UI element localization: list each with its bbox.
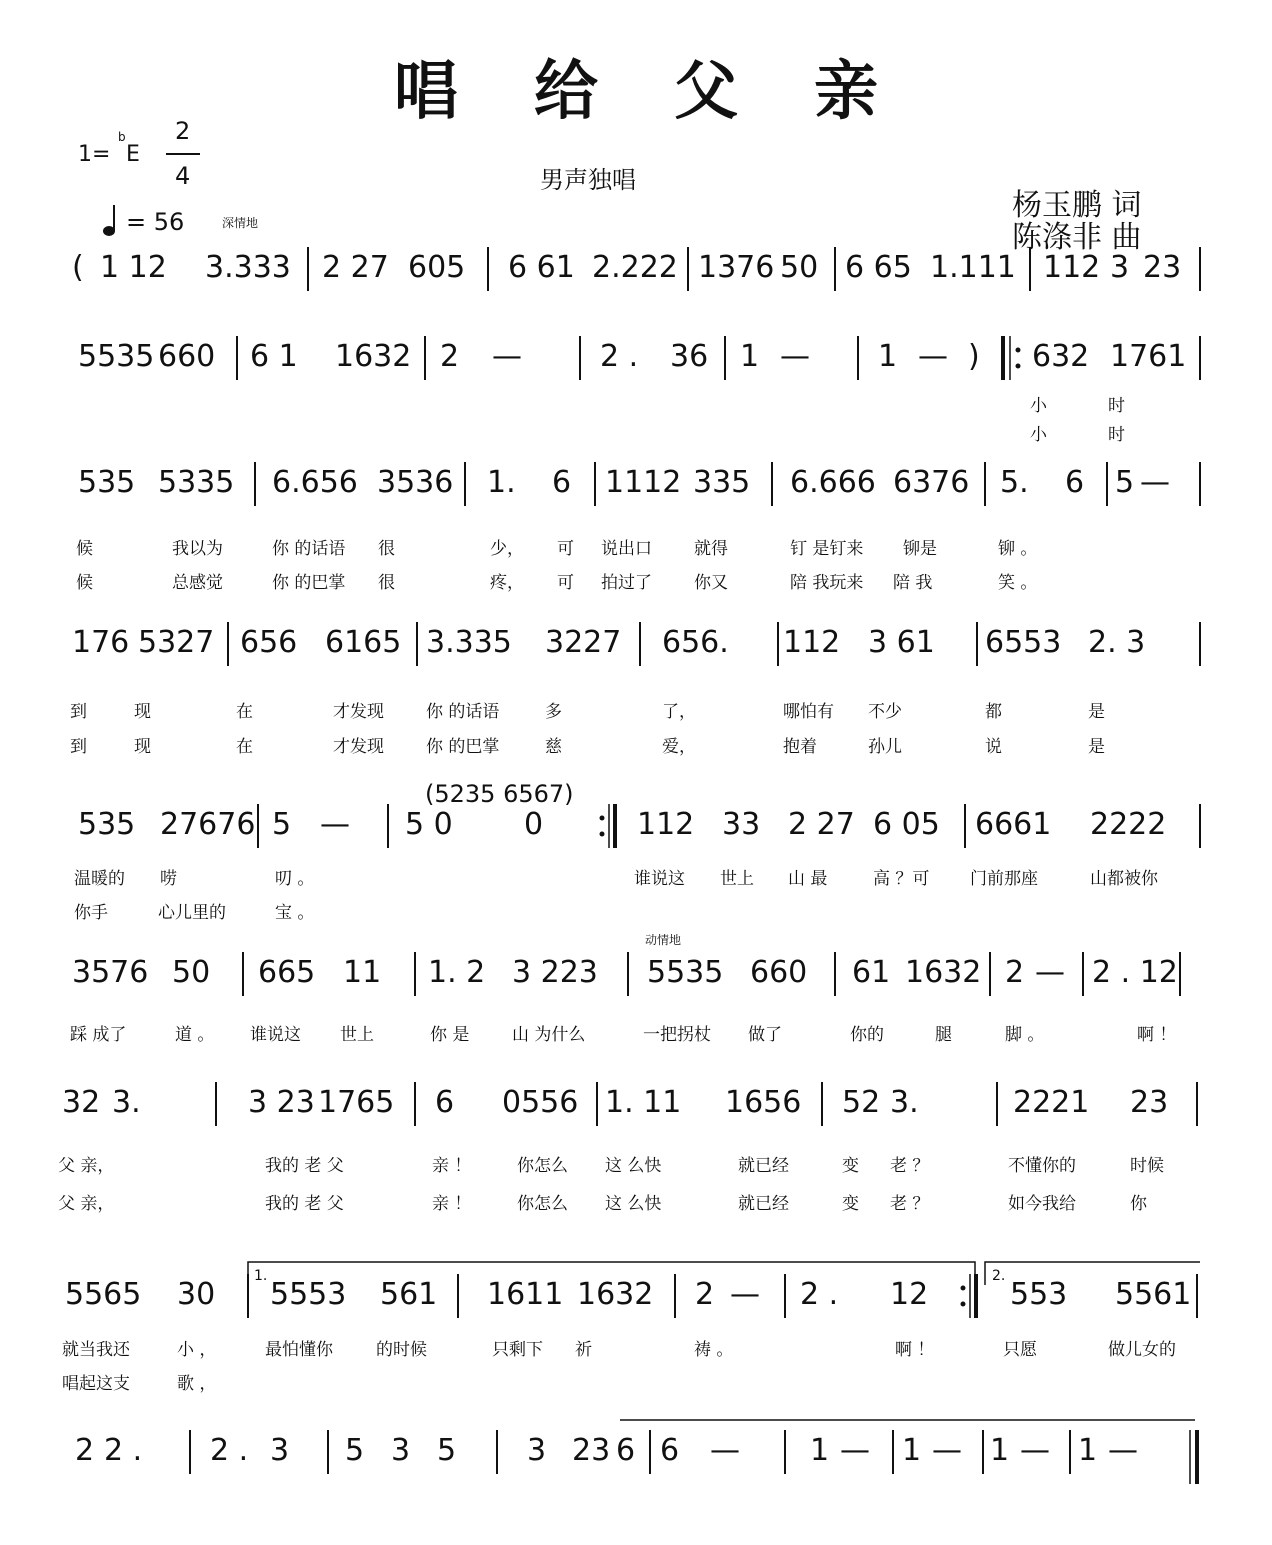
lyric-text: 这 么快: [605, 1156, 662, 1176]
note-group: 6165: [325, 625, 402, 660]
lyric-text: 说出口: [601, 539, 652, 559]
lyric-text: 唱起这支: [62, 1374, 130, 1394]
note-group: 11: [343, 955, 382, 990]
genre-label: 男声独唱: [540, 166, 636, 194]
lyric-text: 小 ，: [177, 1340, 217, 1360]
note-group: 2 .: [104, 1433, 143, 1468]
note-group: 656: [240, 625, 298, 660]
note-group: 2 27: [322, 250, 389, 285]
lyric-text: 很: [378, 539, 395, 559]
note-group: 1: [740, 339, 760, 374]
lyric-text: 你手: [74, 903, 108, 923]
note-group: —: [1140, 465, 1170, 500]
note-group: 6661: [975, 807, 1052, 842]
note-group: 5553: [270, 1277, 347, 1312]
note-group: 1761: [1110, 339, 1187, 374]
note-group: —: [1108, 1433, 1138, 1468]
lyric-text: 小: [1030, 396, 1047, 416]
lyric-text: 少，: [490, 539, 524, 559]
lyric-text: 温暖的: [74, 869, 125, 889]
lyric-text: 如今我给: [1008, 1194, 1076, 1214]
note-group: 561: [380, 1277, 438, 1312]
lyric-text: 是: [1088, 737, 1105, 757]
note-group: 5: [345, 1433, 365, 1468]
lyric-text: 现: [134, 702, 151, 722]
note-group: (: [72, 250, 84, 285]
lyric-text: 这 么快: [605, 1194, 662, 1214]
lyric-text: 世上: [340, 1025, 374, 1045]
lyric-text: 了，: [662, 702, 696, 722]
note-group: 1765: [318, 1085, 395, 1120]
lyric-text: 我以为: [172, 539, 223, 559]
lyric-text: 父 亲，: [58, 1156, 115, 1176]
lyric-text: 你 的话语: [272, 539, 346, 559]
repeat-dot: [961, 1302, 966, 1307]
note-group: —: [1020, 1433, 1050, 1468]
lyric-text: 你的: [850, 1025, 884, 1045]
lyric-text: 疼，: [490, 573, 524, 593]
note-group: 2 . 12: [1092, 955, 1178, 990]
lyric-text: 爱，: [662, 737, 696, 757]
lyric-text: 宝 。: [275, 903, 315, 923]
note-group: 1632: [335, 339, 412, 374]
note-group: 6 1: [250, 339, 298, 374]
note-group: 535: [78, 465, 136, 500]
note-group: 3 61: [868, 625, 935, 660]
note-group: 176: [72, 625, 130, 660]
note-group: 30: [177, 1277, 216, 1312]
note-group: —: [780, 339, 810, 374]
lyric-text: 就当我还: [62, 1340, 130, 1360]
title-char: 唱: [394, 54, 458, 129]
key-flat: b: [118, 130, 126, 144]
note-group: 2 .: [210, 1433, 249, 1468]
note-group: 5: [437, 1433, 457, 1468]
note-group: 2 .: [800, 1277, 839, 1312]
lyric-text: 祷 。: [694, 1340, 734, 1360]
lyric-text: 总感觉: [172, 573, 223, 593]
lyric-text: 都: [985, 702, 1002, 722]
lyric-text: 在: [236, 737, 253, 757]
lyric-text: 你 的巴掌: [426, 737, 500, 757]
lyric-text: 一把拐杖: [643, 1025, 711, 1045]
lyric-text: 你又: [694, 573, 728, 593]
note-group: 6553: [985, 625, 1062, 660]
lyric-text: 候: [76, 573, 93, 593]
note-group: 12: [890, 1277, 929, 1312]
lyric-text: 多: [545, 702, 562, 722]
note-group: 665: [258, 955, 316, 990]
note-group: 1.: [487, 465, 516, 500]
lyric-text: 笑 。: [998, 573, 1038, 593]
note-group: 5.: [1000, 465, 1029, 500]
note-group: 6: [1065, 465, 1085, 500]
title-char: 亲: [814, 54, 878, 129]
note-group: —: [1035, 955, 1065, 990]
note-group: 0556: [502, 1085, 579, 1120]
lyric-text: 祈: [575, 1340, 592, 1360]
lyric-text: 时: [1108, 396, 1125, 416]
lyric-text: 你 的话语: [426, 702, 500, 722]
repeat-dot: [961, 1286, 966, 1291]
lyric-text: 做儿女的: [1108, 1340, 1176, 1360]
note-group: 553: [1010, 1277, 1068, 1312]
note-group: 6376: [893, 465, 970, 500]
lyric-text: 老 ？: [890, 1156, 930, 1176]
note-group: 50: [780, 250, 819, 285]
note-group: 3 23: [248, 1085, 315, 1120]
lyric-text: 你怎么: [517, 1194, 568, 1214]
lyric-text: 在: [236, 702, 253, 722]
lyric-text: 就得: [694, 539, 728, 559]
note-group: —: [710, 1433, 740, 1468]
note-group: 1 12: [100, 250, 167, 285]
lyric-text: 山 为什么: [512, 1025, 586, 1045]
lyric-text: 我的 老 父: [265, 1194, 344, 1214]
key-note: E: [126, 142, 140, 167]
note-group: 112: [1043, 250, 1101, 285]
note-group: 1632: [577, 1277, 654, 1312]
lyric-text: 铆是: [903, 539, 937, 559]
lyric-text: 候: [76, 539, 93, 559]
note-group: 2. 3: [1088, 625, 1146, 660]
lyric-text: 门前那座: [970, 869, 1038, 889]
note-group: 23: [572, 1433, 611, 1468]
lyric-text: 高 ？可: [873, 869, 930, 889]
lyric-text: 我的 老 父: [265, 1156, 344, 1176]
note-group: 2: [1005, 955, 1025, 990]
lyric-text: 不懂你的: [1008, 1156, 1076, 1176]
lyric-text: 你怎么: [517, 1156, 568, 1176]
note-group: 0: [524, 807, 544, 842]
lyric-text: 的时候: [376, 1340, 427, 1360]
note-group: 61: [852, 955, 891, 990]
note-group: 1: [878, 339, 898, 374]
repeat-dot: [1016, 364, 1021, 369]
lyric-text: 现: [134, 737, 151, 757]
note-group: 5327: [138, 625, 215, 660]
note-group: 2.222: [592, 250, 678, 285]
lyric-text: 就已经: [738, 1194, 789, 1214]
note-group: —: [840, 1433, 870, 1468]
note-group: 23: [1143, 250, 1182, 285]
lyric-text: 做了: [748, 1025, 782, 1045]
note-group: 5 0: [405, 807, 453, 842]
note-group: 3.335: [426, 625, 512, 660]
note-group: 6.656: [272, 465, 358, 500]
lyric-text: 只愿: [1003, 1340, 1037, 1360]
note-group: —: [320, 807, 350, 842]
note-group: 6 61: [508, 250, 575, 285]
note-group: 660: [750, 955, 808, 990]
lyric-text: 道 。: [175, 1025, 215, 1045]
note-group: 5: [1115, 465, 1135, 500]
lyric-text: 陪 我玩来: [790, 573, 864, 593]
lyric-text: 世上: [720, 869, 754, 889]
note-group: 3: [391, 1433, 411, 1468]
lyric-text: 抱着: [783, 737, 817, 757]
expression-mark: 动情地: [645, 933, 682, 947]
lyric-text: 叨 。: [275, 869, 315, 889]
note-group: 5565: [65, 1277, 142, 1312]
note-group: 3: [270, 1433, 290, 1468]
tempo-value: = 56: [126, 208, 185, 236]
note-group: 1112: [605, 465, 682, 500]
note-group: 5335: [158, 465, 235, 500]
lyric-text: 到: [70, 702, 87, 722]
note-group: ): [968, 339, 980, 374]
lyric-text: 歌 ，: [177, 1374, 217, 1394]
lyric-text: 到: [70, 737, 87, 757]
lyric-text: 拍过了: [601, 573, 652, 593]
volta-number: 1.: [254, 1268, 268, 1284]
lyric-text: 铆 。: [998, 539, 1038, 559]
lyric-text: 踩 成了: [70, 1025, 127, 1045]
lyric-text: 谁说这: [634, 869, 685, 889]
lyric-text: 你: [1130, 1194, 1147, 1214]
note-group: 2 .: [600, 339, 639, 374]
note-group: 3.: [890, 1085, 919, 1120]
lyric-text: 才发现: [333, 702, 384, 722]
lyric-text: 唠: [160, 869, 177, 889]
note-group: 632: [1032, 339, 1090, 374]
note-group: 1: [990, 1433, 1010, 1468]
note-group: 33: [722, 807, 761, 842]
lyric-text: 老 ？: [890, 1194, 930, 1214]
note-group: —: [932, 1433, 962, 1468]
note-group: 5535: [78, 339, 155, 374]
lyric-text: 很: [378, 573, 395, 593]
lyric-text: 最怕懂你: [265, 1340, 333, 1360]
note-group: 32: [62, 1085, 101, 1120]
note-group: 6: [552, 465, 572, 500]
lyric-text: 小: [1030, 425, 1047, 445]
note-group: 2 27: [788, 807, 855, 842]
repeat-dot: [600, 832, 605, 837]
lyric-text: 只剩下: [492, 1340, 543, 1360]
lyric-text: 你 是: [430, 1025, 470, 1045]
note-group: 5535: [647, 955, 724, 990]
key-prefix: 1=: [78, 142, 111, 167]
lyric-text: 腿: [935, 1025, 952, 1045]
note-group: 27676: [160, 807, 256, 842]
lyric-text: 时: [1108, 425, 1125, 445]
lyric-text: 孙儿: [868, 737, 902, 757]
note-group: 5561: [1115, 1277, 1192, 1312]
lyric-text: 时候: [1130, 1156, 1164, 1176]
lyric-text: 谁说这: [250, 1025, 301, 1045]
note-group: 3.: [112, 1085, 141, 1120]
lyric-text: 山都被你: [1090, 869, 1158, 889]
note-group: 6: [660, 1433, 680, 1468]
note-group: 6: [616, 1433, 636, 1468]
lyric-text: 父 亲，: [58, 1194, 115, 1214]
note-group: 1376: [698, 250, 775, 285]
lyric-text: 山 最: [788, 869, 828, 889]
lyric-text: 啊 ！: [895, 1340, 935, 1360]
note-group: 3576: [72, 955, 149, 990]
note-group: 2222: [1090, 807, 1167, 842]
note-group: 23: [1130, 1085, 1169, 1120]
expression-mark: 深情地: [222, 216, 259, 230]
note-group: 3.333: [205, 250, 291, 285]
note-group: 2: [695, 1277, 715, 1312]
time-signature-top: 2: [175, 117, 191, 145]
lyric-text: 变: [842, 1194, 859, 1214]
note-group: 1: [902, 1433, 922, 1468]
lyric-text: 钉 是钉来: [790, 539, 864, 559]
lyric-text: 慈: [545, 737, 562, 757]
time-signature-bottom: 4: [175, 162, 191, 190]
lyric-text: 你 的巴掌: [272, 573, 346, 593]
note-group: 112: [783, 625, 841, 660]
note-group: 335: [693, 465, 751, 500]
note-group: 112: [637, 807, 695, 842]
composer-credit: 陈涤非 曲: [1012, 220, 1142, 255]
note-group: 6 05: [873, 807, 940, 842]
note-group: 1: [1078, 1433, 1098, 1468]
note-group: 2: [440, 339, 460, 374]
lyric-text: 可: [557, 539, 574, 559]
note-group: 36: [670, 339, 709, 374]
note-group: 2221: [1013, 1085, 1090, 1120]
lyric-text: 脚 。: [1005, 1025, 1045, 1045]
note-group: 5: [272, 807, 292, 842]
note-group: 605: [408, 250, 466, 285]
note-group: 1632: [905, 955, 982, 990]
note-group: 52: [842, 1085, 881, 1120]
title-char: 给: [534, 54, 598, 129]
lyric-text: 亲 ！: [432, 1194, 472, 1214]
lyric-text: 才发现: [333, 737, 384, 757]
lyric-text: 可: [557, 573, 574, 593]
note-group: 660: [158, 339, 216, 374]
note-group: 3 223: [512, 955, 598, 990]
note-group: 3536: [377, 465, 454, 500]
lyric-text: 啊 ！: [1137, 1025, 1177, 1045]
repeat-dot: [1016, 348, 1021, 353]
lyric-text: 说: [985, 737, 1002, 757]
lyricist-credit: 杨玉鹏 词: [1012, 188, 1142, 223]
title-char: 父: [674, 54, 738, 129]
lyric-text: 哪怕有: [783, 702, 834, 722]
note-group: 535: [78, 807, 136, 842]
note-group: 2: [75, 1433, 95, 1468]
note-group: 3: [1110, 250, 1130, 285]
note-group: —: [918, 339, 948, 374]
note-group: 1: [810, 1433, 830, 1468]
repeat-dot: [600, 816, 605, 821]
lyric-text: 变: [842, 1156, 859, 1176]
note-group: 6: [435, 1085, 455, 1120]
note-group: 3227: [545, 625, 622, 660]
lyric-text: 不少: [868, 702, 902, 722]
lyric-text: 心儿里的: [158, 903, 226, 923]
lyric-text: 就已经: [738, 1156, 789, 1176]
note-group: 50: [172, 955, 211, 990]
note-group: —: [492, 339, 522, 374]
note-group: 1656: [725, 1085, 802, 1120]
note-group: 656.: [662, 625, 729, 660]
note-group: 6 65: [845, 250, 912, 285]
note-group: 1. 2: [428, 955, 486, 990]
note-group: 3: [527, 1433, 547, 1468]
note-group: 1.111: [930, 250, 1016, 285]
volta-number: 2.: [992, 1268, 1006, 1284]
note-group: 6.666: [790, 465, 876, 500]
note-group: 1611: [487, 1277, 564, 1312]
lyric-text: 亲 ！: [432, 1156, 472, 1176]
note-group: —: [730, 1277, 760, 1312]
lyric-text: 是: [1088, 702, 1105, 722]
note-group: 1. 11: [605, 1085, 682, 1120]
parenthetical-notes: (5235 6567): [425, 780, 574, 808]
lyric-text: 陪 我: [893, 573, 933, 593]
